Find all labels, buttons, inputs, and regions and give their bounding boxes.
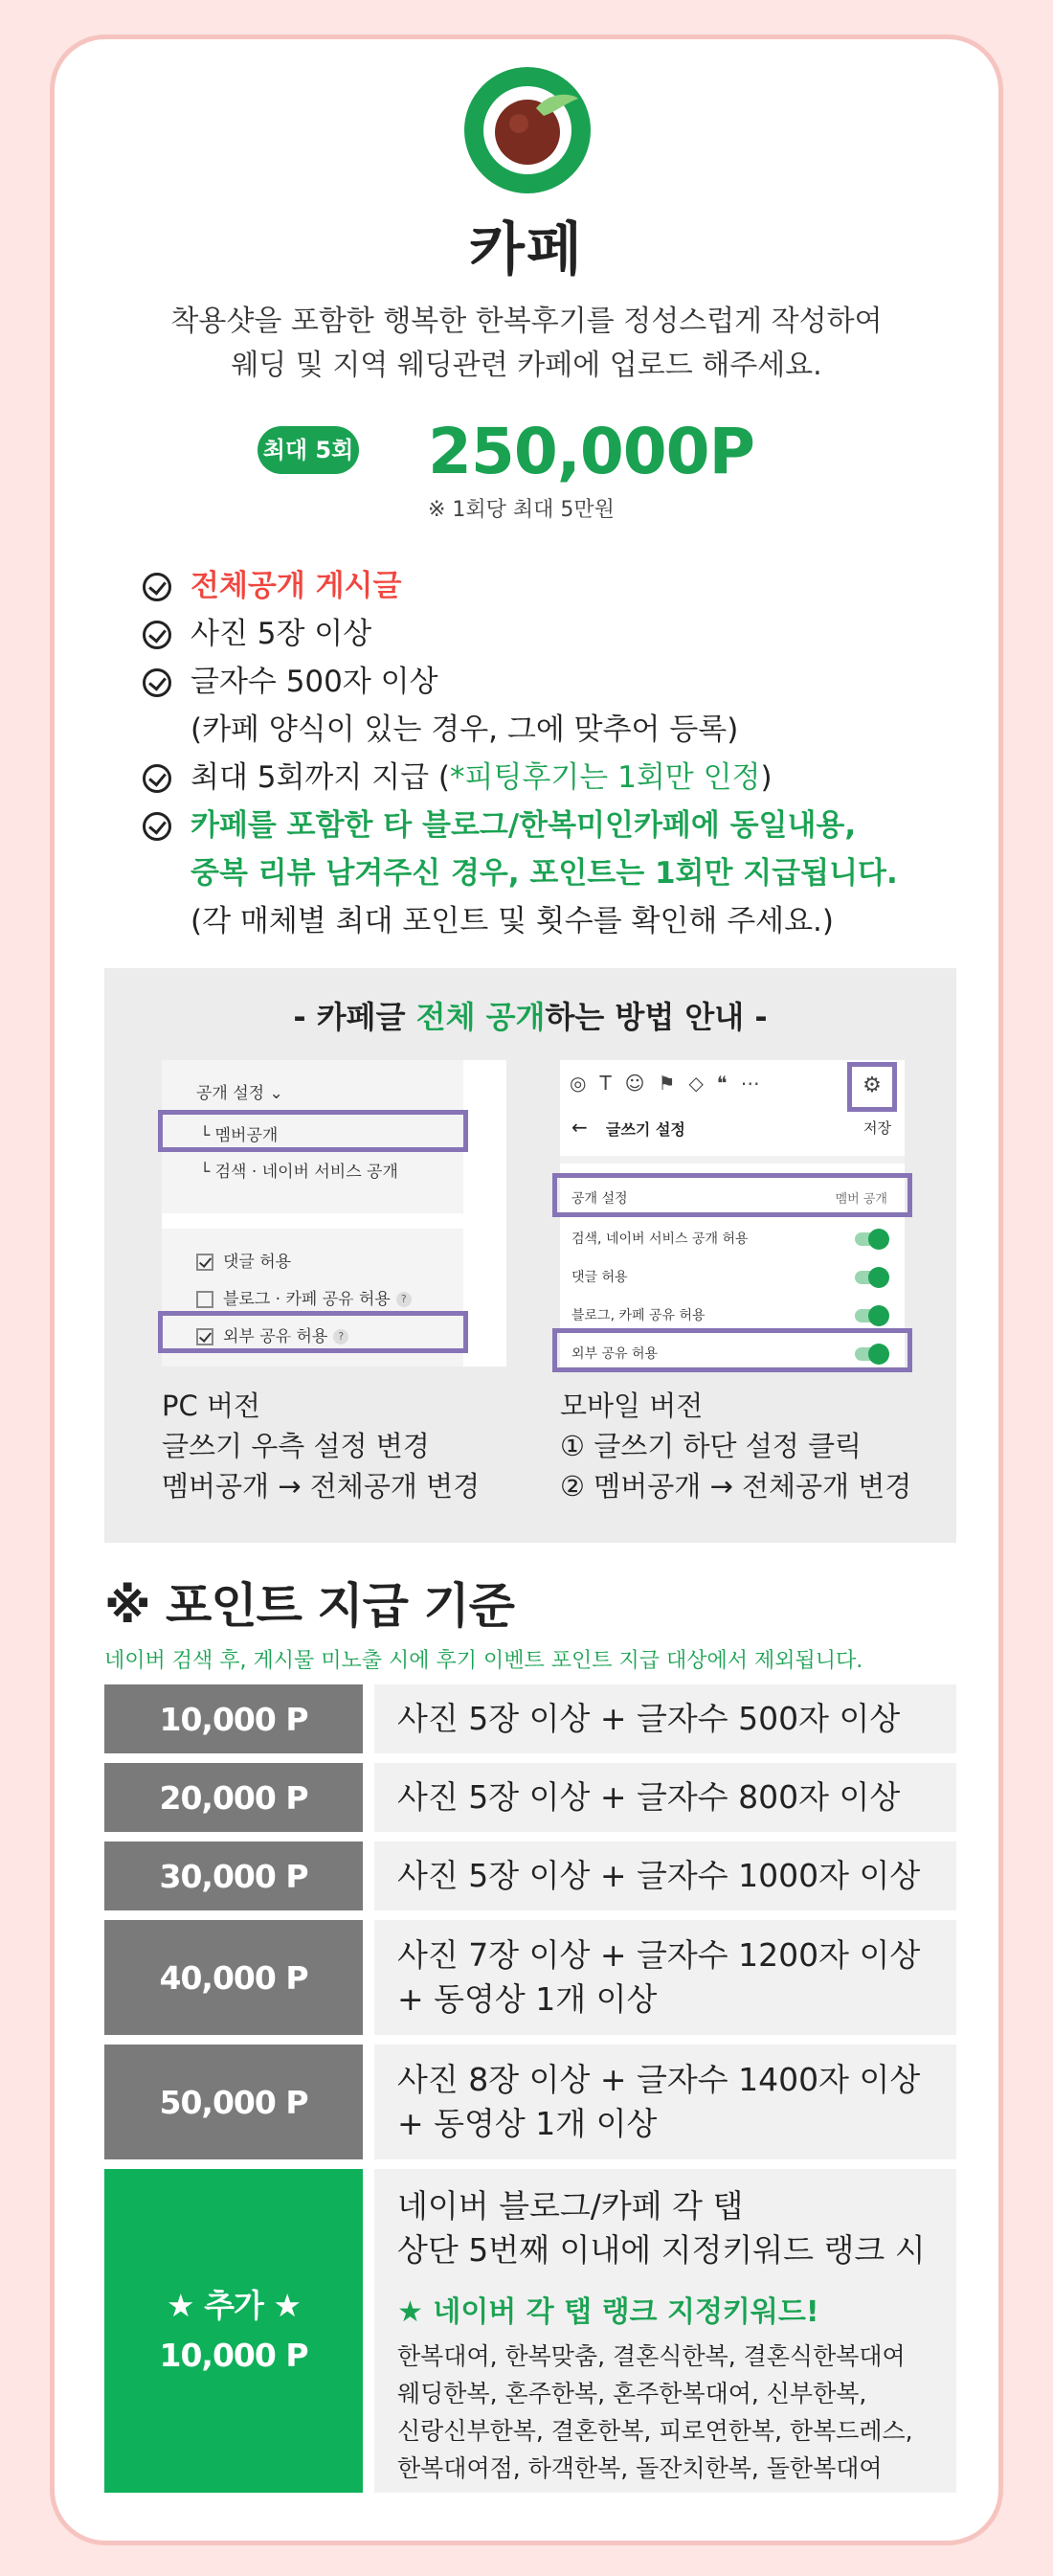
check-item [143,658,985,706]
check-item-highlight: *피팅후기는 1회만 인정 [450,760,761,795]
points-note: 네이버 검색 후, 게시물 미노출 시에 후기 이벤트 포인트 지급 대상에서 제외됩니다. [104,1649,863,1673]
description-line: 착용샷을 포함한 행복한 한복후기를 정성스럽게 작성하여 [170,305,883,338]
checkbox-icon[interactable] [196,1254,213,1271]
points-row [104,1763,956,1832]
points-condition [374,1920,956,2035]
points-condition [374,1763,956,1832]
flag-icon[interactable]: ⚑ [658,1072,689,1095]
check-circle-icon [143,621,171,649]
quote-icon[interactable]: ❝ [716,1072,741,1095]
row-public-setting[interactable]: 공개 설정 [571,1191,628,1207]
points-condition [374,2045,956,2159]
settings-header: 글쓰기 설정 [606,1120,685,1139]
caption-line: 멤버공개 → 전체공개 변경 [162,1470,481,1503]
guide-title-text: 하는 방법 안내 - [545,999,768,1035]
toggle-switch[interactable] [855,1309,887,1322]
check-item-text: ) [760,760,773,795]
keyword-line: 한복대여, 한복맞춤, 결혼식한복, 결혼식한복대여 [397,2342,906,2370]
points-label: 30,000 P [104,1842,363,1910]
checkbox-label: 외부 공유 허용 [223,1327,328,1346]
check-item-text: 카페를 포함한 타 블로그/한복미인카페에 동일내용, [190,808,857,843]
public-setting-label[interactable]: 공개 설정 ⌄ [196,1084,283,1103]
camera-icon[interactable]: ◎ [570,1072,600,1095]
extra-condition [374,2169,956,2493]
checkbox-icon[interactable] [196,1291,213,1308]
check-item-text: 글자수 500자 이상 [190,665,438,699]
public-setting-guide [104,968,956,1543]
row-comment-allow: 댓글 허용 [571,1270,628,1285]
extra-label-line: ★ 추가 ★ [167,2287,301,2324]
option-member-public[interactable]: └ 멤버공개 [200,1126,279,1145]
check-item-text: 최대 5회까지 지급 ( [190,760,451,795]
check-item [143,610,985,658]
checkbox-label: 댓글 허용 [223,1253,292,1272]
check-item-sub: (카페 양식이 있는 경우, 그에 맞추어 등록) [190,712,739,747]
points-condition [374,1842,956,1910]
divider [560,1156,905,1164]
help-icon[interactable]: ? [396,1292,412,1307]
editor-toolbar [570,1072,773,1095]
points-section-title: ※ 포인트 지급 기준 [104,1578,514,1634]
cafe-logo-icon [461,64,594,196]
caption-title: PC 버전 [162,1390,260,1422]
checkbox-label: 블로그 · 카페 공유 허용 [223,1290,391,1309]
check-item-text: 전체공개 게시글 [190,569,402,603]
row-external-allow: 외부 공유 허용 [571,1346,659,1362]
condition-line: 사진 5장 이상 + 글자수 1000자 이상 [397,1857,921,1894]
blog-share-checkbox[interactable] [196,1285,412,1309]
points-row [104,1920,956,2035]
points-label: 10,000 P [104,1684,363,1753]
keyword-list [397,2338,956,2487]
check-circle-icon [143,668,171,697]
help-icon[interactable]: ? [333,1329,348,1344]
mobile-caption [560,1386,911,1506]
keyword-line: 한복대여점, 하객한복, 돌잔치한복, 돌한복대여 [397,2454,883,2482]
pc-screenshot [162,1060,506,1367]
condition-line: 상단 5번째 이내에 지정키워드 랭크 시 [397,2231,926,2269]
caption-title: 모바일 버전 [560,1390,704,1422]
check-circle-icon [143,812,171,841]
condition-line: 사진 5장 이상 + 글자수 500자 이상 [397,1700,901,1737]
row-search-allow: 검색, 네이버 서비스 공개 허용 [571,1232,749,1247]
row-public-value: 멤버 공개 [835,1192,887,1207]
guide-title-highlight: 전체 공개 [415,999,546,1035]
check-item [143,562,985,610]
check-item [143,754,985,802]
check-item-text: 사진 5장 이상 [190,617,372,651]
max-amount: 250,000P [428,415,754,488]
highlight-box [158,1311,468,1353]
points-condition [374,1684,956,1753]
condition-line: 사진 5장 이상 + 글자수 800자 이상 [397,1778,901,1816]
condition-line: 네이버 블로그/카페 각 탭 [397,2187,744,2225]
save-button[interactable]: 저장 [863,1119,891,1137]
condition-line: 사진 8장 이상 + 글자수 1400자 이상 [397,2061,921,2098]
points-row [104,1842,956,1910]
check-circle-icon [143,764,171,793]
points-row-extra [104,2169,956,2493]
description [55,300,998,388]
points-label: 40,000 P [104,1920,363,2035]
mobile-screenshot [560,1060,905,1367]
keyword-title: ★ 네이버 각 탭 랭크 지정키워드! [397,2295,819,2329]
emoji-icon[interactable]: ☺ [624,1072,659,1095]
pc-caption [162,1386,480,1506]
page-title: 카페 [469,216,584,283]
condition-line: + 동영상 1개 이상 [397,2105,658,2142]
extra-label-line: 10,000 P [159,2337,308,2374]
cafe-review-card [50,34,1003,2545]
points-label: 50,000 P [104,2045,363,2159]
condition-line: + 동영상 1개 이상 [397,1980,658,2018]
caption-line: ① 글쓰기 하단 설정 클릭 [560,1430,862,1462]
points-label: 20,000 P [104,1763,363,1832]
check-item-sub: (각 매체별 최대 포인트 및 횟수를 확인해 주세요.) [190,904,834,938]
max-count-badge: 최대 5회 [258,426,359,474]
keyword-line: 신랑신부한복, 결혼한복, 피로연한복, 한복드레스, [397,2417,913,2445]
check-circle-icon [143,573,171,601]
highlight-box [552,1328,912,1372]
highlight-box [158,1110,468,1152]
extra-points-label [104,2169,363,2493]
amount-note: ※ 1회당 최대 5만원 [428,498,615,522]
row-blog-allow: 블로그, 카페 공유 허용 [571,1308,706,1323]
points-row [104,2045,956,2159]
option-search-public[interactable]: └ 검색 · 네이버 서비스 공개 [200,1163,398,1182]
settings-gear-icon[interactable]: ⚙ [847,1062,897,1112]
keyword-line: 웨딩한복, 혼주한복, 혼주한복대여, 신부한복, [397,2380,867,2407]
caption-line: ② 멤버공개 → 전체공개 변경 [560,1470,912,1503]
points-row [104,1684,956,1753]
tag-icon[interactable]: ◇ [688,1072,717,1095]
caption-line: 글쓰기 우측 설정 변경 [162,1430,430,1462]
requirements-checklist [143,562,985,945]
guide-title-text: - 카페글 [293,999,416,1035]
condition-line: 사진 7장 이상 + 글자수 1200자 이상 [397,1936,921,1974]
comment-checkbox[interactable] [196,1248,291,1272]
back-arrow-icon[interactable]: ← [571,1116,588,1139]
guide-title [104,993,956,1037]
toggle-switch[interactable] [855,1271,887,1284]
more-icon[interactable]: ⋯ [740,1072,773,1095]
check-item-text: 중복 리뷰 남겨주신 경우, 포인트는 1회만 지급됩니다. [190,856,898,891]
check-item [143,802,985,849]
highlight-box [552,1173,912,1217]
toggle-switch[interactable] [855,1232,887,1246]
text-icon[interactable]: T [599,1072,625,1095]
description-line: 웨딩 및 지역 웨딩관련 카페에 업로드 해주세요. [231,349,822,382]
